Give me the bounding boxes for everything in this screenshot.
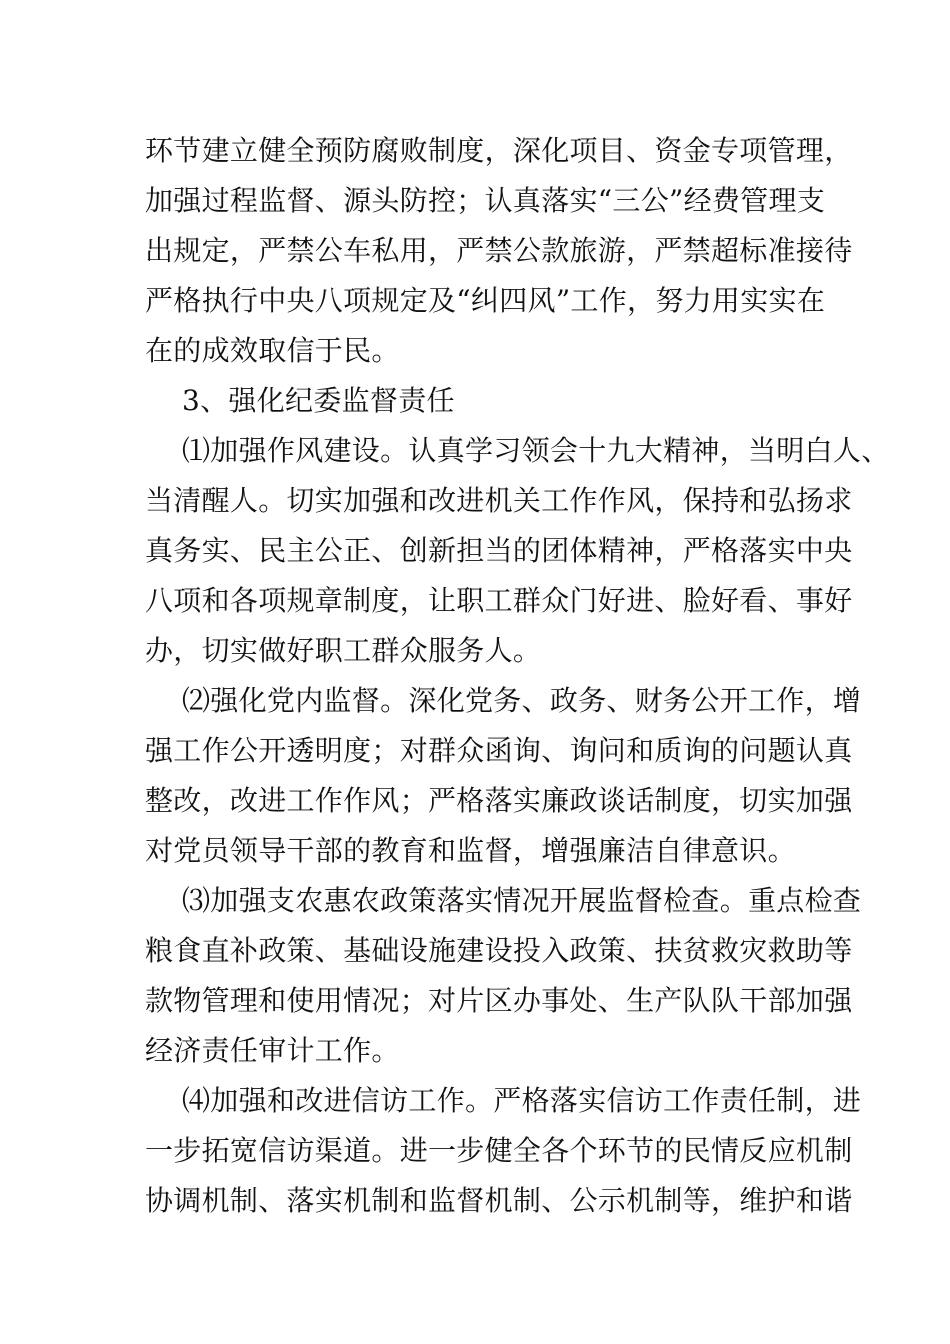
- paragraph-1-line: 当清醒人。切实加强和改进机关工作作风，保持和弘扬求: [145, 484, 853, 517]
- paragraph-1-line: 办，切实做好职工群众服务人。: [145, 634, 542, 667]
- paragraph-3-line: 经济责任审计工作。: [145, 1034, 400, 1067]
- text-line: 环节建立健全预防腐败制度，深化项目、资金专项管理，: [145, 134, 853, 167]
- paragraph-3-line: ⑶加强支农惠农政策落实情况开展监督检查。重点检查: [182, 884, 862, 917]
- paragraph-4-line: 一步拓宽信访渠道。进一步健全各个环节的民情反应机制: [145, 1134, 853, 1167]
- section-heading: 3、强化纪委监督责任: [182, 384, 455, 417]
- text-line: 严格执行中央八项规定及“纠四风”工作，努力用实实在: [145, 284, 826, 317]
- text-line: 在的成效取信于民。: [145, 334, 400, 367]
- paragraph-2-line: 整改，改进工作作风；严格落实廉政谈话制度，切实加强: [145, 784, 853, 817]
- paragraph-1-line: 真务实、民主公正、创新担当的团体精神，严格落实中央: [145, 534, 853, 567]
- text-line: 出规定，严禁公车私用，严禁公款旅游，严禁超标准接待: [145, 234, 853, 267]
- paragraph-2-line: 强工作公开透明度；对群众函询、询问和质询的问题认真: [145, 734, 853, 767]
- paragraph-2-line: ⑵强化党内监督。深化党务、政务、财务公开工作，增: [182, 684, 862, 717]
- paragraph-1-line: ⑴加强作风建设。认真学习领会十九大精神，当明白人、: [182, 434, 890, 467]
- paragraph-4-line: 协调机制、落实机制和监督机制、公示机制等，维护和谐: [145, 1184, 853, 1217]
- paragraph-3-line: 粮食直补政策、基础设施建设投入政策、扶贫救灾救助等: [145, 934, 853, 967]
- paragraph-1-line: 八项和各项规章制度，让职工群众门好进、脸好看、事好: [145, 584, 853, 617]
- paragraph-2-line: 对党员领导干部的教育和监督，增强廉洁自律意识。: [145, 834, 796, 867]
- paragraph-4-line: ⑷加强和改进信访工作。严格落实信访工作责任制，进: [182, 1084, 862, 1117]
- paragraph-3-line: 款物管理和使用情况；对片区办事处、生产队队干部加强: [145, 984, 853, 1017]
- text-line: 加强过程监督、源头防控；认真落实“三公”经费管理支: [145, 184, 826, 217]
